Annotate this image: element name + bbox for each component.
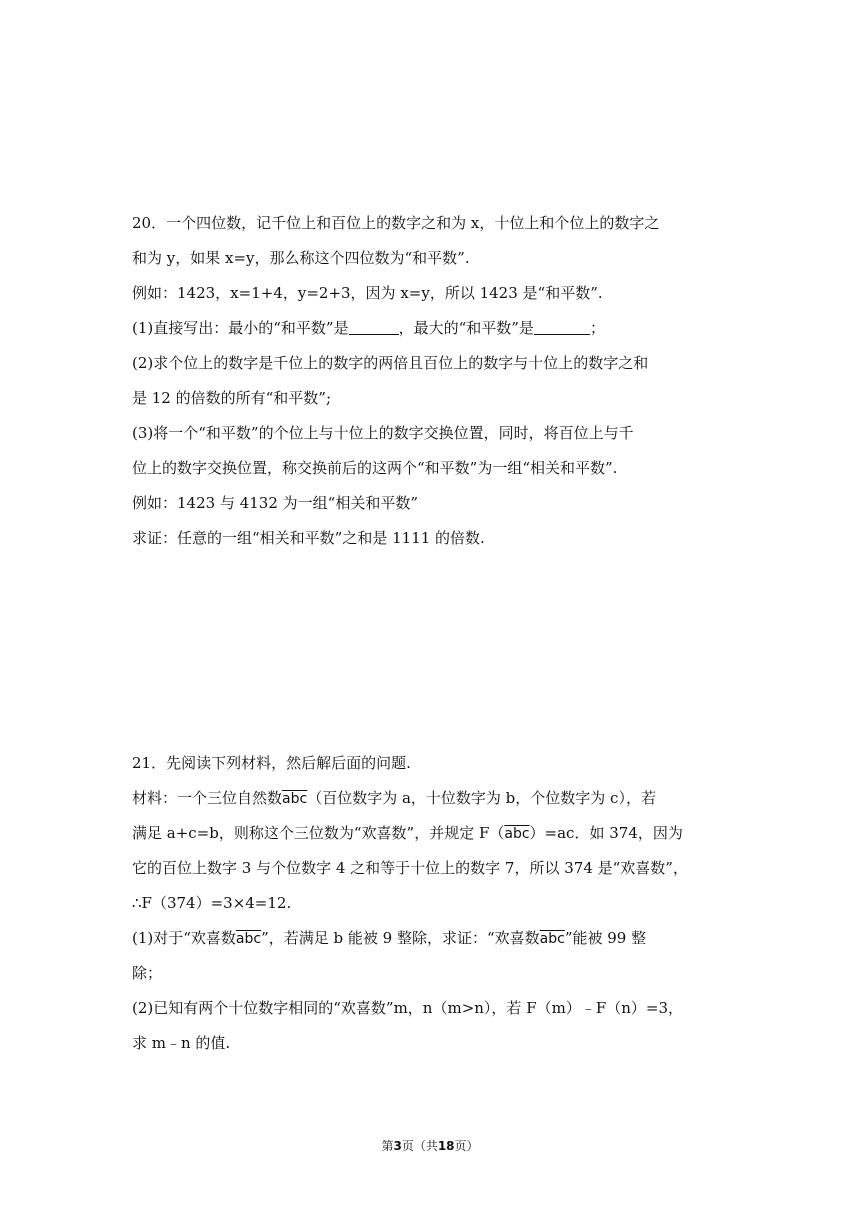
footer-page-number: 3 — [393, 1139, 402, 1153]
q21-part-1-line-2: 除； — [132, 964, 163, 982]
q21-part-1-text-c: ”能被 99 整 — [564, 929, 647, 947]
q21-part-2-line-2: 求 m﹣n 的值. — [132, 1034, 231, 1052]
q20-part-3-line-1: (3)将一个“和平数”的个位上与十位上的数字交换位置，同时，将百位上与千 — [132, 424, 634, 442]
q21-material-text-d: ）=ac．如 374，因为 — [529, 824, 683, 842]
q21-material-line-1 — [132, 788, 656, 809]
q21-material-text-c: 满足 a+c=b，则称这个三位数为“欢喜数”，并规定 F（ — [132, 824, 505, 842]
page-footer — [0, 1138, 860, 1154]
q21-material-line-3: 它的百位上数字 3 与个位数字 4 之和等于十位上的数字 7，所以 374 是“欢喜数”， — [132, 859, 688, 877]
abc-overline-numeral: $\overline{abc}$ — [282, 791, 308, 807]
footer-suffix: 页） — [454, 1139, 479, 1153]
q20-example: 例如：1423，x=1+4，y=2+3，因为 x=y，所以 1423 是“和平数”. — [132, 284, 603, 302]
q20-part-3-example: 例如：1423 与 4132 为一组“相关和平数” — [132, 494, 418, 512]
q20-part-1-text-c: ； — [589, 319, 605, 337]
answer-blank-smallest — [349, 319, 399, 335]
footer-prefix: 第 — [381, 1139, 394, 1153]
q21-material-line-2 — [132, 823, 683, 844]
q21-part-1-text-b: ”，若满足 b 能被 9 整除，求证：“欢喜数 — [261, 929, 540, 947]
q20-stem-line-1: 20．一个四位数，记千位上和百位上的数字之和为 x，十位上和个位上的数字之 — [132, 214, 660, 232]
q20-part-1 — [132, 318, 605, 338]
q21-part-1-text-a: (1)对于“欢喜数 — [132, 929, 236, 947]
q21-stem: 21．先阅读下列材料，然后解后面的问题. — [132, 754, 411, 772]
q20-part-2-line-1: (2)求个位上的数字是千位上的数字的两倍且百位上的数字与十位上的数字之和 — [132, 354, 649, 372]
q20-part-2-line-2: 是 12 的倍数的所有“和平数”; — [132, 389, 332, 407]
q20-part-3-proof: 求证：任意的一组“相关和平数”之和是 1111 的倍数. — [132, 529, 485, 547]
q21-part-1-line-1 — [132, 928, 646, 949]
q20-part-1-text-b: ，最大的“和平数”是 — [398, 319, 534, 337]
answer-blank-largest — [534, 319, 590, 335]
q20-part-1-text-a: (1)直接写出：最小的“和平数”是 — [132, 319, 349, 337]
footer-total-pages: 18 — [437, 1139, 455, 1153]
q20-stem-line-2: 和为 y，如果 x=y，那么称这个四位数为“和平数”. — [132, 249, 470, 267]
q21-material-text-a: 材料：一个三位自然数 — [132, 789, 283, 807]
abc-overline-numeral: $\overline{abc}$ — [504, 826, 530, 842]
q21-material-line-4: ∴F（374）=3×4=12. — [132, 894, 292, 912]
q21-material-text-b: （百位数字为 a，十位数字为 b，个位数字为 c），若 — [307, 789, 656, 807]
q21-part-2-line-1: (2)已知有两个十位数字相同的“欢喜数”m，n（m>n），若 F（m）﹣F（n）=3， — [132, 999, 684, 1017]
abc-overline-numeral: $\overline{abc}$ — [235, 931, 262, 947]
abc-overline-numeral: $\overline{abc}$ — [539, 931, 565, 947]
q20-part-3-line-2: 位上的数字交换位置，称交换前后的这两个“和平数”为一组“相关和平数”. — [132, 459, 618, 477]
footer-middle: 页（共 — [401, 1139, 438, 1153]
